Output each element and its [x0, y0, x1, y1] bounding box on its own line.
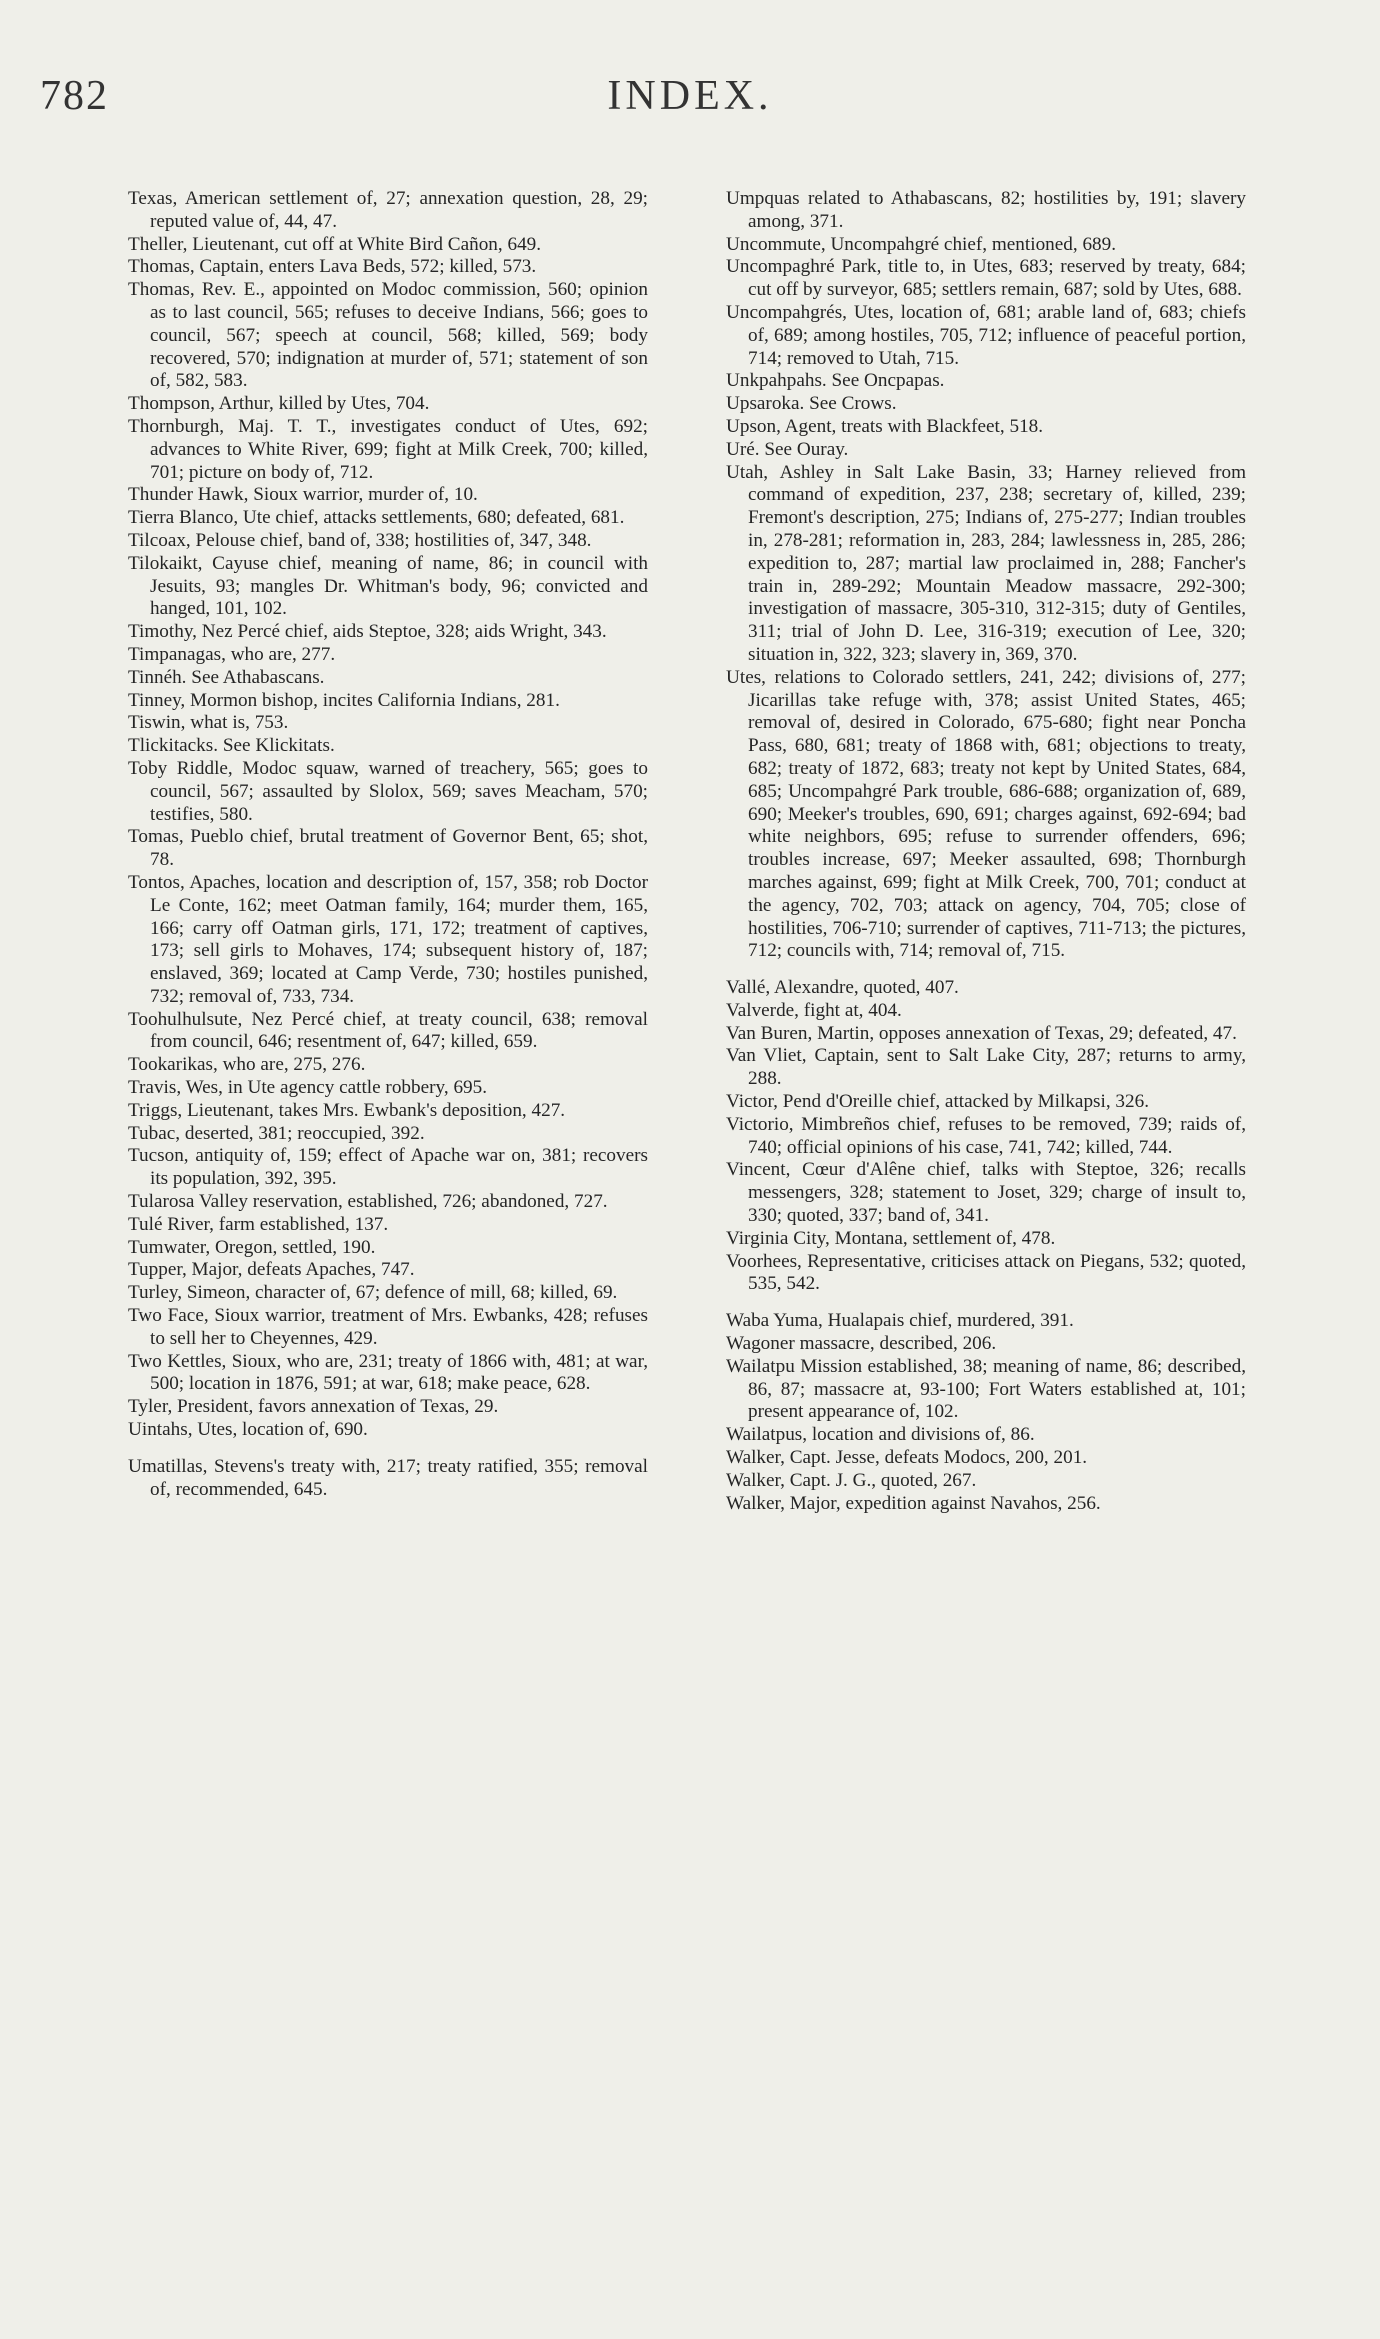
index-entry: Tyler, President, favors annexation of Texas, 29.	[128, 1396, 499, 1418]
index-entry: Thompson, Arthur, killed by Utes, 704.	[128, 393, 430, 415]
index-entry: Utes, relations to Colorado settlers, 241, 242; divisions of, 277; Jicarillas take refuge with, 378; assist United States, 465; removal of, desired in Colorado, 675-680; fight near Poncha Pass, 680, 681; treaty of 1868 with, 681; objections to treaty, 682; treaty of 1872, 683; treaty not kept by United States, 684, 685; Uncompahgré Park trouble, 686-688; organization of, 689, 690; Meeker's troubles, 690, 691; charges against, 692-694; bad white neighbors, 695; refuse to surrender offenders, 696; troubles increase, 697; Meeker assaulted, 698; Thornburgh marches against, 699; fight at Milk Creek, 700, 701; conduct at the agency, 702, 703; attack on agency, 704, 705; close of hostilities, 706-710; surrender of captives, 711-713; the pictures, 712; councils with, 714; removal of, 715.	[726, 666, 1246, 962]
index-entry: Two Face, Sioux warrior, treatment of Mrs. Ewbanks, 428; refuses to sell her to Cheyennes, 429.	[128, 1305, 648, 1349]
index-entry: Uré. See Ouray.	[726, 438, 849, 460]
index-entry: Timpanagas, who are, 277.	[128, 643, 336, 665]
index-entry: Tiswin, what is, 753.	[128, 712, 289, 734]
index-entry: Victorio, Mimbreños chief, refuses to be removed, 739; raids of, 740; official opinions of his case, 741, 742; killed, 744.	[726, 1113, 1246, 1158]
index-entry: Tlickitacks. See Klickitats.	[128, 735, 335, 757]
index-entry: Tinney, Mormon bishop, incites California Indians, 281.	[128, 689, 560, 711]
index-entry: Utah, Ashley in Salt Lake Basin, 33; Harney relieved from command of expedition, 237, 238; secretary of, killed, 239; Fremont's description, 275; Indians of, 275-277; Indian troubles in, 278-281; reformation in, 283, 284; lawlessness in, 285, 286; expedition to, 287; martial law proclaimed in, 288; Fancher's train in, 289-292; Mountain Meadow massacre, 292-300; investigation of massacre, 305-310, 312-315; duty of Gentiles, 311; trial of John D. Lee, 316-319; execution of Lee, 320; situation in, 322, 323; slavery in, 369, 370.	[726, 461, 1246, 665]
index-entry: Uintahs, Utes, location of, 690.	[128, 1419, 368, 1441]
index-entry: Unkpahpahs. See Oncpapas.	[726, 370, 945, 392]
index-entry: Walker, Capt. J. G., quoted, 267.	[726, 1469, 977, 1491]
index-entry: Uncommute, Uncompahgré chief, mentioned, 689.	[726, 233, 1117, 255]
index-entry: Wailatpu Mission established, 38; meaning of name, 86; described, 86, 87; massacre at, 93-100; Fort Waters established at, 101; present appearance of, 102.	[726, 1355, 1246, 1423]
right-column	[726, 188, 1246, 1515]
index-entry: Texas, American settlement of, 27; annexation question, 28, 29; reputed value of, 44, 47.	[128, 188, 648, 232]
index-entry: Tucson, antiquity of, 159; effect of Apache war on, 381; recovers its population, 392, 395.	[128, 1145, 648, 1190]
index-entry: Tilokaikt, Cayuse chief, meaning of name, 86; in council with Jesuits, 93; mangles Dr. Whitman's body, 96; convicted and hanged, 101, 102.	[128, 552, 648, 620]
index-entry: Thomas, Captain, enters Lava Beds, 572; killed, 573.	[128, 256, 537, 278]
index-entry: Tulé River, farm established, 137.	[128, 1213, 389, 1235]
index-entry: Tularosa Valley reservation, established, 726; abandoned, 727.	[128, 1191, 608, 1213]
index-entry: Uncompahgrés, Utes, location of, 681; arable land of, 683; chiefs of, 689; among hostiles, 705, 712; influence of peaceful portion, 714; removed to Utah, 715.	[726, 301, 1246, 369]
index-entry: Van Vliet, Captain, sent to Salt Lake City, 287; returns to army, 288.	[726, 1045, 1246, 1090]
page-header	[40, 72, 1340, 148]
index-entry: Timothy, Nez Percé chief, aids Steptoe, 328; aids Wright, 343.	[128, 621, 607, 643]
index-entry: Waba Yuma, Hualapais chief, murdered, 391.	[726, 1310, 1074, 1332]
index-entry: Tilcoax, Pelouse chief, band of, 338; hostilities of, 347, 348.	[128, 529, 592, 551]
index-entry: Van Buren, Martin, opposes annexation of Texas, 29; defeated, 47.	[726, 1022, 1237, 1044]
index-entry: Tupper, Major, defeats Apaches, 747.	[128, 1259, 415, 1281]
index-entry: Upsaroka. See Crows.	[726, 393, 897, 415]
index-entry: Two Kettles, Sioux, who are, 231; treaty of 1866 with, 481; at war, 500; location in 1876, 591; at war, 618; make peace, 628.	[128, 1350, 648, 1395]
index-entry: Wagoner massacre, described, 206.	[726, 1333, 997, 1355]
index-entry: Thornburgh, Maj. T. T., investigates conduct of Utes, 692; advances to White River, 699; fight at Milk Creek, 700; killed, 701; picture on body of, 712.	[128, 415, 648, 483]
index-entry: Tubac, deserted, 381; reoccupied, 392.	[128, 1122, 425, 1144]
index-entry: Toby Riddle, Modoc squaw, warned of treachery, 565; goes to council, 567; assaulted by Slolox, 569; saves Meacham, 570; testifies, 580.	[128, 757, 648, 825]
page-title: INDEX.	[607, 73, 773, 119]
index-entry: Tookarikas, who are, 275, 276.	[128, 1054, 366, 1076]
index-entry: Valverde, fight at, 404.	[726, 999, 902, 1021]
index-entry: Umatillas, Stevens's treaty with, 217; treaty ratified, 355; removal of, recommended, 645.	[128, 1455, 648, 1500]
index-entry: Travis, Wes, in Ute agency cattle robbery, 695.	[128, 1077, 488, 1099]
index-entry: Virginia City, Montana, settlement of, 478.	[726, 1227, 1056, 1249]
index-entry: Turley, Simeon, character of, 67; defence of mill, 68; killed, 69.	[128, 1282, 618, 1304]
index-entry: Tierra Blanco, Ute chief, attacks settlements, 680; defeated, 681.	[128, 507, 625, 529]
index-entry: Walker, Major, expedition against Navahos, 256.	[726, 1492, 1101, 1514]
index-entry: Thomas, Rev. E., appointed on Modoc commission, 560; opinion as to last council, 565; refuses to deceive Indians, 566; goes to council, 567; speech at council, 568; killed, 569; body recovered, 570; indignation at murder of, 571; statement of son of, 582, 583.	[128, 279, 648, 392]
index-entry: Walker, Capt. Jesse, defeats Modocs, 200, 201.	[726, 1447, 1088, 1469]
index-entry: Thunder Hawk, Sioux warrior, murder of, 10.	[128, 484, 478, 506]
left-column	[128, 188, 648, 1501]
index-entry: Tinnéh. See Athabascans.	[128, 666, 325, 688]
index-entry: Umpquas related to Athabascans, 82; hostilities by, 191; slavery among, 371.	[726, 188, 1246, 232]
index-entry: Upson, Agent, treats with Blackfeet, 518.	[726, 415, 1044, 437]
index-entry: Triggs, Lieutenant, takes Mrs. Ewbank's deposition, 427.	[128, 1099, 566, 1121]
index-entry: Tomas, Pueblo chief, brutal treatment of Governor Bent, 65; shot, 78.	[128, 826, 648, 871]
index-entry: Tontos, Apaches, location and description of, 157, 358; rob Doctor Le Conte, 162; meet Oatman family, 164; murder them, 165, 166; carry off Oatman girls, 171, 172; treatment of captives, 173; sell girls to Mohaves, 174; subsequent history of, 187; enslaved, 369; located at Camp Verde, 730; hostiles punished, 732; removal of, 733, 734.	[128, 871, 648, 1007]
index-entry: Vincent, Cœur d'Alêne chief, talks with Steptoe, 326; recalls messengers, 328; statement to Joset, 329; charge of insult to, 330; quoted, 337; band of, 341.	[726, 1159, 1246, 1227]
page-number: 782	[40, 73, 109, 119]
index-entry: Vallé, Alexandre, quoted, 407.	[726, 977, 959, 999]
index-entry: Voorhees, Representative, criticises attack on Piegans, 532; quoted, 535, 542.	[726, 1250, 1246, 1295]
index-entry: Toohulhulsute, Nez Percé chief, at treaty council, 638; removal from council, 646; resentment of, 647; killed, 659.	[128, 1008, 648, 1053]
index-entry: Uncompaghré Park, title to, in Utes, 683; reserved by treaty, 684; cut off by surveyor, 685; settlers remain, 687; sold by Utes, 688.	[726, 256, 1246, 301]
index-entry: Victor, Pend d'Oreille chief, attacked by Milkapsi, 326.	[726, 1091, 1150, 1113]
index-entry: Wailatpus, location and divisions of, 86.	[726, 1424, 1035, 1446]
index-entry: Tumwater, Oregon, settled, 190.	[128, 1236, 376, 1258]
index-entry: Theller, Lieutenant, cut off at White Bird Cañon, 649.	[128, 233, 542, 255]
